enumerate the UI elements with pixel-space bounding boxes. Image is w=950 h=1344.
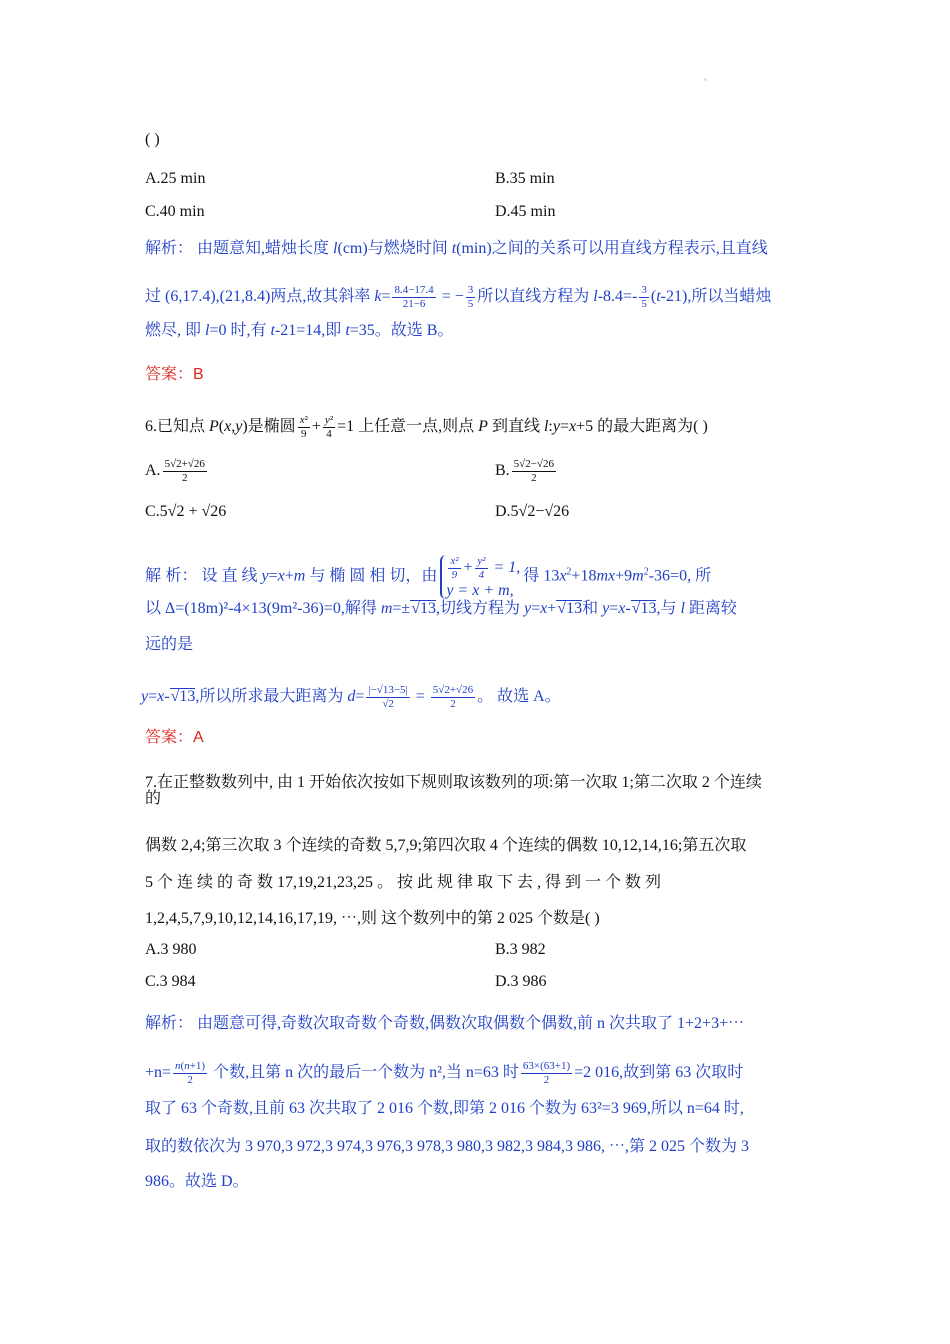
q5-option-c: C.40 min [145,203,205,220]
slope-formula: k= $\frac{8.4-17.4}{21-6}$ = − $\frac{3}{5}$ [374,284,474,310]
q7-stem-line-3: 5 个 连 续 的 奇 数 17,19,21,23,25 。 按 此 规 律 取 下 去 , 得 到 一 个 数 列 [145,874,662,891]
q6-answer: 答案：A [145,729,204,746]
q6-solution-line-4: y=x-√ 13,所以所求最大距离为 d= $\frac{|-√13-5|}{√2}$ = $\frac{5√2+√26}{2}$ 。 故选 A。 [141,684,561,711]
line-equation: l-8.4=- $\frac{3}{5}$ (t-21) [593,284,688,310]
distance-formula: d= $\frac{|-√13-5|}{√2}$ = $\frac{5√2+√26}{2}$ [347,684,474,710]
q7-option-c: C.3 984 [145,973,196,990]
q6-option-b: B. $\frac{5√2-√26}{2}$ [495,458,554,484]
q6-solution-line-1: 解 析： 设 直 线 y=x+m 与 椭 圆 相 切，由 $\frac{\text{x²}}{9}$ + $\frac{\text{y²}}{4}$ = 1, y = x + m,得 $13x^2+18mx+9m^2-36=0$, 所 [145,555,712,599]
q5-solution-line-2: 过 (6,17.4),(21,8.4)两点,故其斜率 k= $\frac{8.4-17.4}{21-6}$ = − $\frac{3}{5}$ 所以直线方程为 l-8.4=- $\frac{3}{5}$ (t-21),所以当蜡烛 [145,284,772,310]
q6-option-a: A. $\frac{5√2+√26}{2}$ [145,458,205,484]
ellipse-equation: $\frac{\text{x²}}{9}$ + $\frac{\text{y²}}{4}$ =1 [299,414,355,440]
q5-option-a: A.25 min [145,170,206,187]
equation-system: $\frac{\text{x²}}{9}$ + $\frac{\text{y²}}{4}$ = 1, y = x + m, [440,555,520,599]
q5-option-b: B.35 min [495,170,555,187]
q7-stem-line-1: 7.在正整数数列中, 由 1 开始依次按如下规则取该数列的项:第一次取 1;第二次取 2 个连续 [145,774,762,791]
q6-stem: 6.已知点 P(x,y)是椭圆 $\frac{\text{x²}}{9}$ + $\frac{\text{y²}}{4}$ =1 上任意一点,则点 P 到直线 l:y=x+5 的最大距离为( ) [145,414,708,440]
q7-solution-label: 解析： [145,1015,194,1032]
q5-option-d: D.45 min [495,203,556,220]
q5-answer: 答案：B [145,366,204,383]
q7-option-d: D.3 986 [495,973,547,990]
q7-stem-line-1b: 的 [145,790,162,807]
q6-option-d: D.5√2−√26 [495,503,570,520]
q6-solution-label: 解 析： [145,567,198,585]
q6-solution-line-3: 远的是 [145,636,194,653]
q6-option-c: C.5√2 + √26 [145,503,227,520]
q7-stem-line-4: 1,2,4,5,7,9,10,12,14,16,17,19, ⋯,则 这个数列中的第 2 025 个数是( ) [145,910,600,927]
count-formula: $\frac{63\times(63+1)}{2}$ =2 016, [522,1060,624,1086]
q7-solution-line-5: 986。故选 D。 [145,1173,249,1190]
q7-solution-line-2: +n= $\frac{n(n+1)}{2}$ 个数,且第 n 次的最后一个数为 n²,当 n=63 时 $\frac{63\times(63+1)}{2}$ =2 016,故到第 63 次取时 [145,1060,744,1086]
q5-solution-line-3: 燃尽, 即 l=0 时,有 t-21=14,即 t=35。故选 B。 [145,322,454,339]
q7-option-a: A.3 980 [145,941,197,958]
q7-solution-line-4: 取的数依次为 3 970,3 972,3 974,3 976,3 978,3 980,3 982,3 984,3 986, ⋯,第 2 025 个数为 3 [145,1138,750,1155]
q5-answer-paren: ( ) [145,131,160,148]
q5-solution-line-1: 解析： 由题意知,蜡烛长度 l(cm)与燃烧时间 t(min)之间的关系可以用直线方程表示,且直线 [145,240,768,257]
q7-option-b: B.3 982 [495,941,546,958]
q7-solution-line-3: 取了 63 个奇数,且前 63 次共取了 2 016 个数,即第 2 016 个数为 63²=3 969,所以 n=64 时, [145,1100,744,1117]
q6-solution-line-2: 以 Δ=(18m)²-4×13(9m²-36)=0,解得 m=±√ 13,切线方程为 y=x+√ 13和 y=x-√ 13,与 l 距离较 [145,598,737,620]
q7-solution-line-1: 解析： 由题意可得,奇数次取奇数个奇数,偶数次取偶数个偶数,前 n 次共取了 1+2+3+⋯ [145,1015,745,1032]
q5-solution-label: 解析： [145,240,194,257]
q7-stem-line-2: 偶数 2,4;第三次取 3 个连续的奇数 5,7,9;第四次取 4 个连续的偶数 10,12,14,16;第五次取 [145,837,747,854]
page-mark [704,78,707,81]
